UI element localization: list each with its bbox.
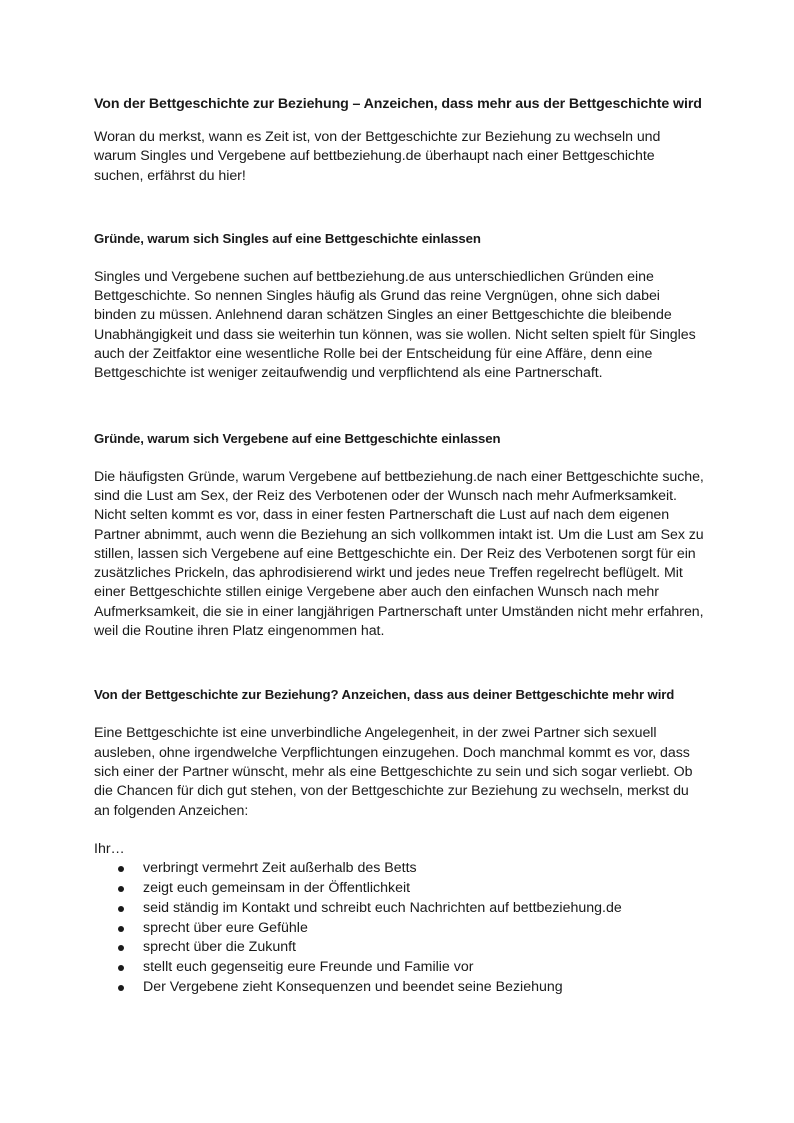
list-item-text: sprecht über die Zukunft (143, 939, 296, 956)
bullet-icon (118, 945, 124, 951)
list-intro: Ihr… (94, 840, 125, 857)
bullet-icon (118, 906, 124, 912)
bullet-icon (118, 866, 124, 872)
bullet-icon (118, 886, 124, 892)
section-body-vergebene: Die häufigsten Gründe, warum Vergebene auf bettbeziehung.de nach einer Bettgeschichte suche, sind die Lust am Sex, der Reiz des Verbotenen oder der Wunsch nach mehr Aufmerksamkeit. Nicht selten kommt es vor, dass in einer festen Partnerschaft die Lust auf nach dem eigenen Partner abnimmt, auch wenn die Beziehung an sich vollkommen intakt ist. Um die Lust am Sex zu stillen, lassen sich Vergebene auf eine Bettgeschichte ein. Der Reiz des Verbotenen sorgt für ein zusätzliches Prickeln, das aphrodisierend wirkt und jedes neue Treffen regelrecht beflügelt. Mit einer Bettgeschichte stillen einige Vergebene aber auch den einfachen Wunsch nach mehr Aufmerksamkeit, die sie in einer langjährigen Partnerschaft unter Umständen nicht mehr erfahren, weil die Routine ihren Platz eingenommen hat. (94, 468, 704, 640)
bullet-icon (118, 926, 124, 932)
document-page (94, 95, 706, 998)
list-item (94, 859, 706, 879)
section-heading-anzeichen: Von der Bettgeschichte zur Beziehung? Anzeichen, dass aus deiner Bettgeschichte mehr wird (94, 687, 675, 703)
list-item (94, 958, 706, 978)
list-item-text: zeigt euch gemeinsam in der Öffentlichkeit (143, 879, 411, 896)
bullet-icon (118, 985, 124, 991)
bullet-icon (118, 965, 124, 971)
list-item-text: verbringt vermehrt Zeit außerhalb des Betts (143, 860, 417, 877)
list-item-text: stellt euch gegenseitig eure Freunde und Familie vor (143, 959, 474, 976)
list-item-text: seid ständig im Kontakt und schreibt euch Nachrichten auf bettbeziehung.de (143, 899, 622, 916)
list-item (94, 899, 706, 919)
section-heading-singles: Gründe, warum sich Singles auf eine Bettgeschichte einlassen (94, 230, 481, 246)
section-body-singles: Singles und Vergebene suchen auf bettbeziehung.de aus unterschiedlichen Gründen eine Bettgeschichte. So nennen Singles häufig als Grund das reine Vergnügen, ohne sich dabei binden zu müssen. Anlehnend daran schätzen Singles an einer Bettgeschichte die bleibende Unabhängigkeit und dass sie weiterhin tun können, was sie wollen. Nicht selten spielt für Singles auch der Zeitfaktor eine wesentliche Rolle bei der Entscheidung für eine Affäre, denn eine Bettgeschichte ist weniger zeitaufwendig und verpflichtend als eine Partnerschaft. (94, 268, 696, 382)
list-item (94, 938, 706, 958)
document-title: Von der Bettgeschichte zur Beziehung – Anzeichen, dass mehr aus der Bettgeschichte wird (94, 96, 702, 112)
signs-list (94, 859, 706, 998)
section-heading-vergebene: Gründe, warum sich Vergebene auf eine Bettgeschichte einlassen (94, 430, 501, 446)
list-item (94, 879, 706, 899)
list-item (94, 978, 706, 998)
list-item-text: sprecht über eure Gefühle (143, 919, 308, 936)
list-item (94, 919, 706, 939)
list-item-text: Der Vergebene zieht Konsequenzen und beendet seine Beziehung (143, 978, 563, 995)
section-body-anzeichen: Eine Bettgeschichte ist eine unverbindliche Angelegenheit, in der zwei Partner sich sexuell ausleben, ohne irgendwelche Verpflichtungen einzugehen. Doch manchmal kommt es vor, dass sich einer der Partner wünscht, mehr als eine Bettgeschichte zu sein und sich sogar verliebt. Ob die Chancen für dich gut stehen, von der Bettgeschichte zur Beziehung zu wechseln, merkst du an folgenden Anzeichen: (94, 725, 693, 819)
intro-paragraph: Woran du merkst, wann es Zeit ist, von der Bettgeschichte zur Beziehung zu wechseln und warum Singles und Vergebene auf bettbeziehung.de überhaupt nach einer Bettgeschichte suchen, erfährst du hier! (94, 129, 661, 184)
